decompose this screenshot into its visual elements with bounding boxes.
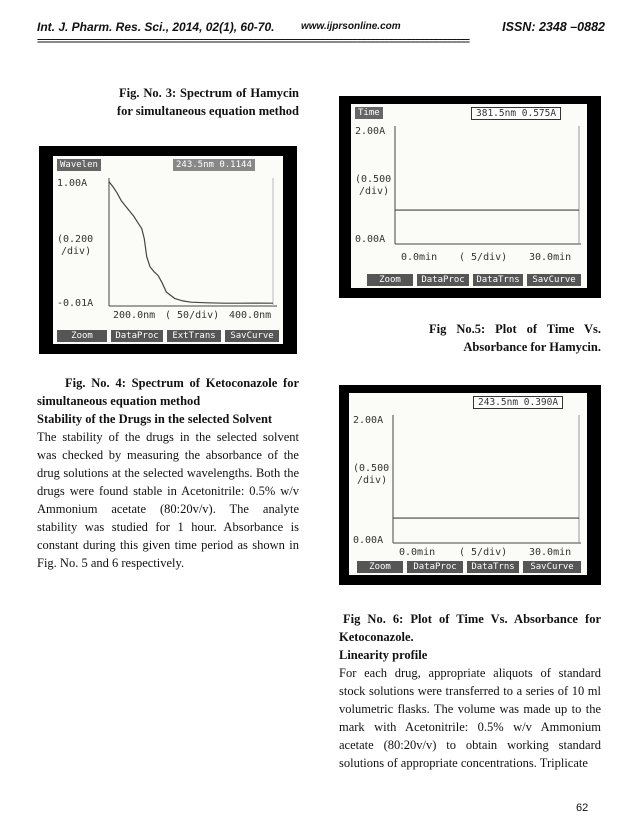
fig6-softkey-zoom[interactable]: Zoom xyxy=(357,561,403,573)
fig6-y-top-label: 2.00A xyxy=(353,415,384,426)
fig5-x-end-label: 30.0min xyxy=(529,252,572,263)
linearity-heading: Linearity profile xyxy=(339,648,428,662)
fig6-softkey-savcurve[interactable]: SavCurve xyxy=(523,561,581,573)
journal-url[interactable]: www.ijprsonline.com xyxy=(301,21,401,32)
page-number: 62 xyxy=(576,802,589,814)
fig3-y-div-label: /div) xyxy=(61,246,92,257)
fig3-softkey-exttrans[interactable]: ExtTrans xyxy=(167,330,221,342)
fig5-y-bottom-label: 0.00A xyxy=(355,234,386,245)
fig6-readout: 243.5nm 0.390A xyxy=(473,396,563,409)
fig3-x-start-label: 200.0nm xyxy=(113,310,156,321)
fig3-y-bottom-label: -0.01A xyxy=(57,298,94,309)
fig5-mode-label: Time xyxy=(355,107,383,119)
fig5-time-plot-figure xyxy=(339,96,601,298)
fig6-y-bottom-label: 0.00A xyxy=(353,535,384,546)
fig5-softkey-savcurve[interactable]: SavCurve xyxy=(527,274,581,286)
fig3-spectrum-curve xyxy=(109,182,273,303)
fig3-softkey-dataproc[interactable]: DataProc xyxy=(111,330,163,342)
fig6-y-scale-label: (0.500 xyxy=(353,463,390,474)
fig5-y-div-label: /div) xyxy=(359,186,390,197)
stability-heading: Stability of the Drugs in the selected Solvent xyxy=(37,412,273,426)
running-header xyxy=(37,20,605,36)
linearity-section xyxy=(339,646,601,772)
journal-citation: Int. J. Pharm. Res. Sci., 2014, 02(1), 60-70. xyxy=(37,20,275,34)
header-rule: ================================================================================================ xyxy=(37,38,470,47)
fig6-x-end-label: 30.0min xyxy=(529,547,572,558)
issn: ISSN: 2348 –0882 xyxy=(502,20,605,34)
fig6-softkey-dataproc[interactable]: DataProc xyxy=(407,561,463,573)
fig6-caption: Fig No. 6: Plot of Time Vs. Absorbance for Ketoconazole. xyxy=(339,612,601,644)
fig5-softkey-zoom[interactable]: Zoom xyxy=(367,274,413,286)
fig3-y-top-label: 1.00A xyxy=(57,178,88,189)
fig3-y-scale-label: (0.200 xyxy=(57,234,94,245)
fig3-x-div-label: ( 50/div) xyxy=(165,310,220,321)
fig3-x-end-label: 400.0nm xyxy=(229,310,272,321)
fig4-caption: Fig. No. 4: Spectrum of Ketoconazole for simultaneous equation method xyxy=(37,376,299,408)
linearity-paragraph: For each drug, appropriate aliquots of standard stock solutions were transferred to a series of 10 ml volumetric flasks. The volume was made up to the mark with Acetonitrile: 0.5% w/v Ammonium acetate (80:20v/v) to obtain working standard solutions of appropriate concentrations. Triplicate xyxy=(339,666,601,770)
fig5-softkey-datatrns[interactable]: DataTrns xyxy=(473,274,523,286)
fig3-caption: Fig. No. 3: Spectrum of Hamycin for simultaneous equation method xyxy=(116,86,299,118)
fig3-softkey-savcurve[interactable]: SavCurve xyxy=(225,330,279,342)
fig6-time-plot-figure xyxy=(339,385,601,585)
fig5-y-top-label: 2.00A xyxy=(355,126,386,137)
fig3-softkey-zoom[interactable]: Zoom xyxy=(57,330,107,342)
fig3-mode-label: Wavelen xyxy=(57,159,101,171)
fig5-softkey-dataproc[interactable]: DataProc xyxy=(417,274,469,286)
fig3-readout: 243.5nm 0.1144 xyxy=(173,159,255,171)
fig6-y-div-label: /div) xyxy=(357,475,388,486)
stability-paragraph: The stability of the drugs in the selected solvent was checked by measuring the absorbance of the drug solutions at the selected wavelengths. Both the drugs were found stable in Acetonitrile: 0.5% w/v Ammonium acetate (80:20v/v). The analyte stability was studied for 1 hour. Absorbance is constant during this given time period as shown in Fig. No. 5 and 6 respectively. xyxy=(37,430,299,570)
fig6-x-start-label: 0.0min xyxy=(399,547,436,558)
stability-section xyxy=(37,410,299,572)
fig3-spectrum-figure xyxy=(39,146,297,354)
fig5-y-scale-label: (0.500 xyxy=(355,174,392,185)
fig5-x-start-label: 0.0min xyxy=(401,252,438,263)
fig5-caption: Fig No.5: Plot of Time Vs. Absorbance for Hamycin. xyxy=(429,322,601,354)
fig6-x-div-label: ( 5/div) xyxy=(459,547,508,558)
fig5-x-div-label: ( 5/div) xyxy=(459,252,508,263)
fig6-softkey-datatrns[interactable]: DataTrns xyxy=(467,561,519,573)
fig5-readout: 381.5nm 0.575A xyxy=(471,107,561,120)
